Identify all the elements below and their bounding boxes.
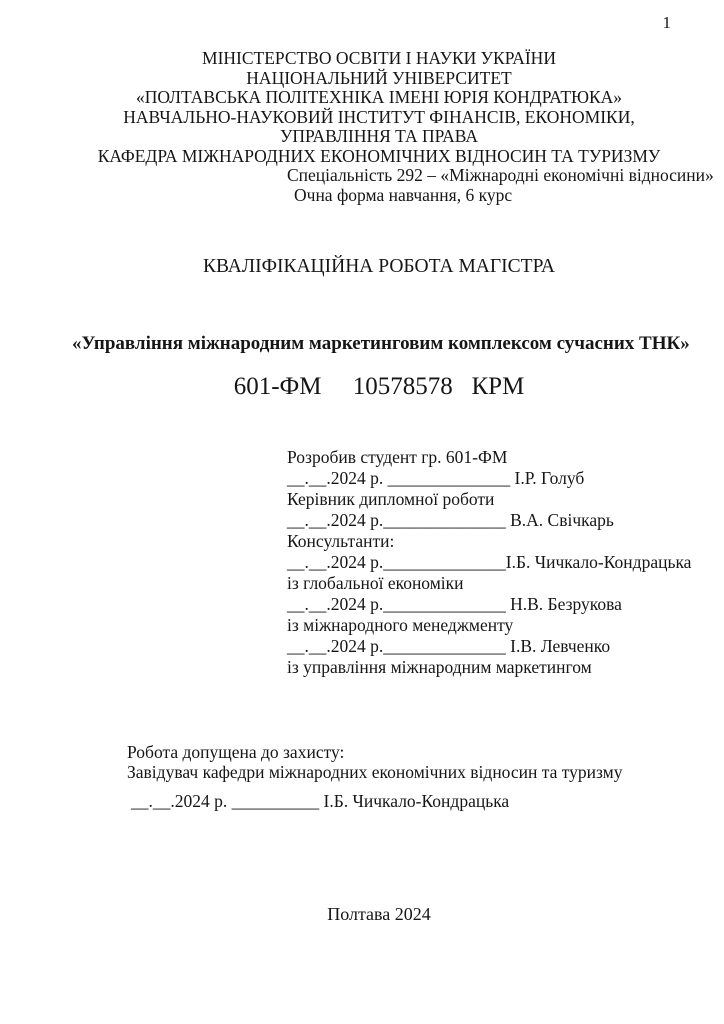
signature-line-developer-date: __.__.2024 р. ______________ І.Р. Голуб [287,468,585,488]
university-name-line: «ПОЛТАВСЬКА ПОЛІТЕХНІКА ІМЕНІ ЮРІЯ КОНДРАТЮКА» [135,87,623,107]
signature-line-consultant1-subject: із глобальної економіки [287,573,464,593]
specialty-line: Спеціальність 292 – «Міжнародні економічні відносини» [287,165,714,185]
institute-line-2: УПРАВЛІННЯ ТА ПРАВА [280,126,478,146]
signature-line-consultant2-date: __.__.2024 р.______________ Н.В. Безрукова [287,594,622,614]
signature-block [287,447,691,678]
signature-line-developer: Розробив студент гр. 601-ФМ [287,447,508,467]
approval-position-line: Завідувач кафедри міжнародних економічних відносин та туризму [127,762,623,782]
signature-line-supervisor-date: __.__.2024 р.______________ В.А. Свічкарь [287,510,614,530]
signature-line-consultant2-subject: із міжнародного менеджменту [287,615,514,635]
signature-line-consultant3-subject: із управління міжнародним маркетингом [287,657,592,677]
work-code-line: 601-ФМ 10578578 КРМ [233,373,525,400]
university-header [72,48,714,205]
page-number: 1 [662,13,671,32]
approval-intro-line: Робота допущена до захисту: [127,742,345,762]
ministry-line: МІНІСТЕРСТВО ОСВІТИ І НАУКИ УКРАЇНИ [202,48,556,68]
approval-block [127,742,623,811]
institute-line-1: НАВЧАЛЬНО-НАУКОВИЙ ІНСТИТУТ ФІНАНСІВ, ЕКОНОМІКИ, [123,106,635,127]
signature-line-consultants: Консультанти: [287,531,395,551]
city-year-line: Полтава 2024 [327,904,431,924]
approval-signature-line: __.__.2024 р. __________ І.Б. Чичкало-Кондрацька [131,791,510,811]
signature-line-supervisor: Керівник дипломної роботи [287,489,495,509]
signature-line-consultant1-date: __.__.2024 р.______________І.Б. Чичкало-Кондрацька [287,552,692,572]
study-form-line: Очна форма навчання, 6 курс [294,184,513,205]
work-type-heading: КВАЛІФІКАЦІЙНА РОБОТА МАГІСТРА [202,256,556,277]
thesis-title: «Управління міжнародним маркетинговим комплексом сучасних ТНК» [72,333,690,354]
university-line: НАЦІОНАЛЬНИЙ УНІВЕРСИТЕТ [246,67,512,88]
department-line: КАФЕДРА МІЖНАРОДНИХ ЕКОНОМІЧНИХ ВІДНОСИН ТА ТУРИЗМУ [97,145,661,166]
signature-line-consultant3-date: __.__.2024 р.______________ І.В. Левченко [287,636,611,656]
